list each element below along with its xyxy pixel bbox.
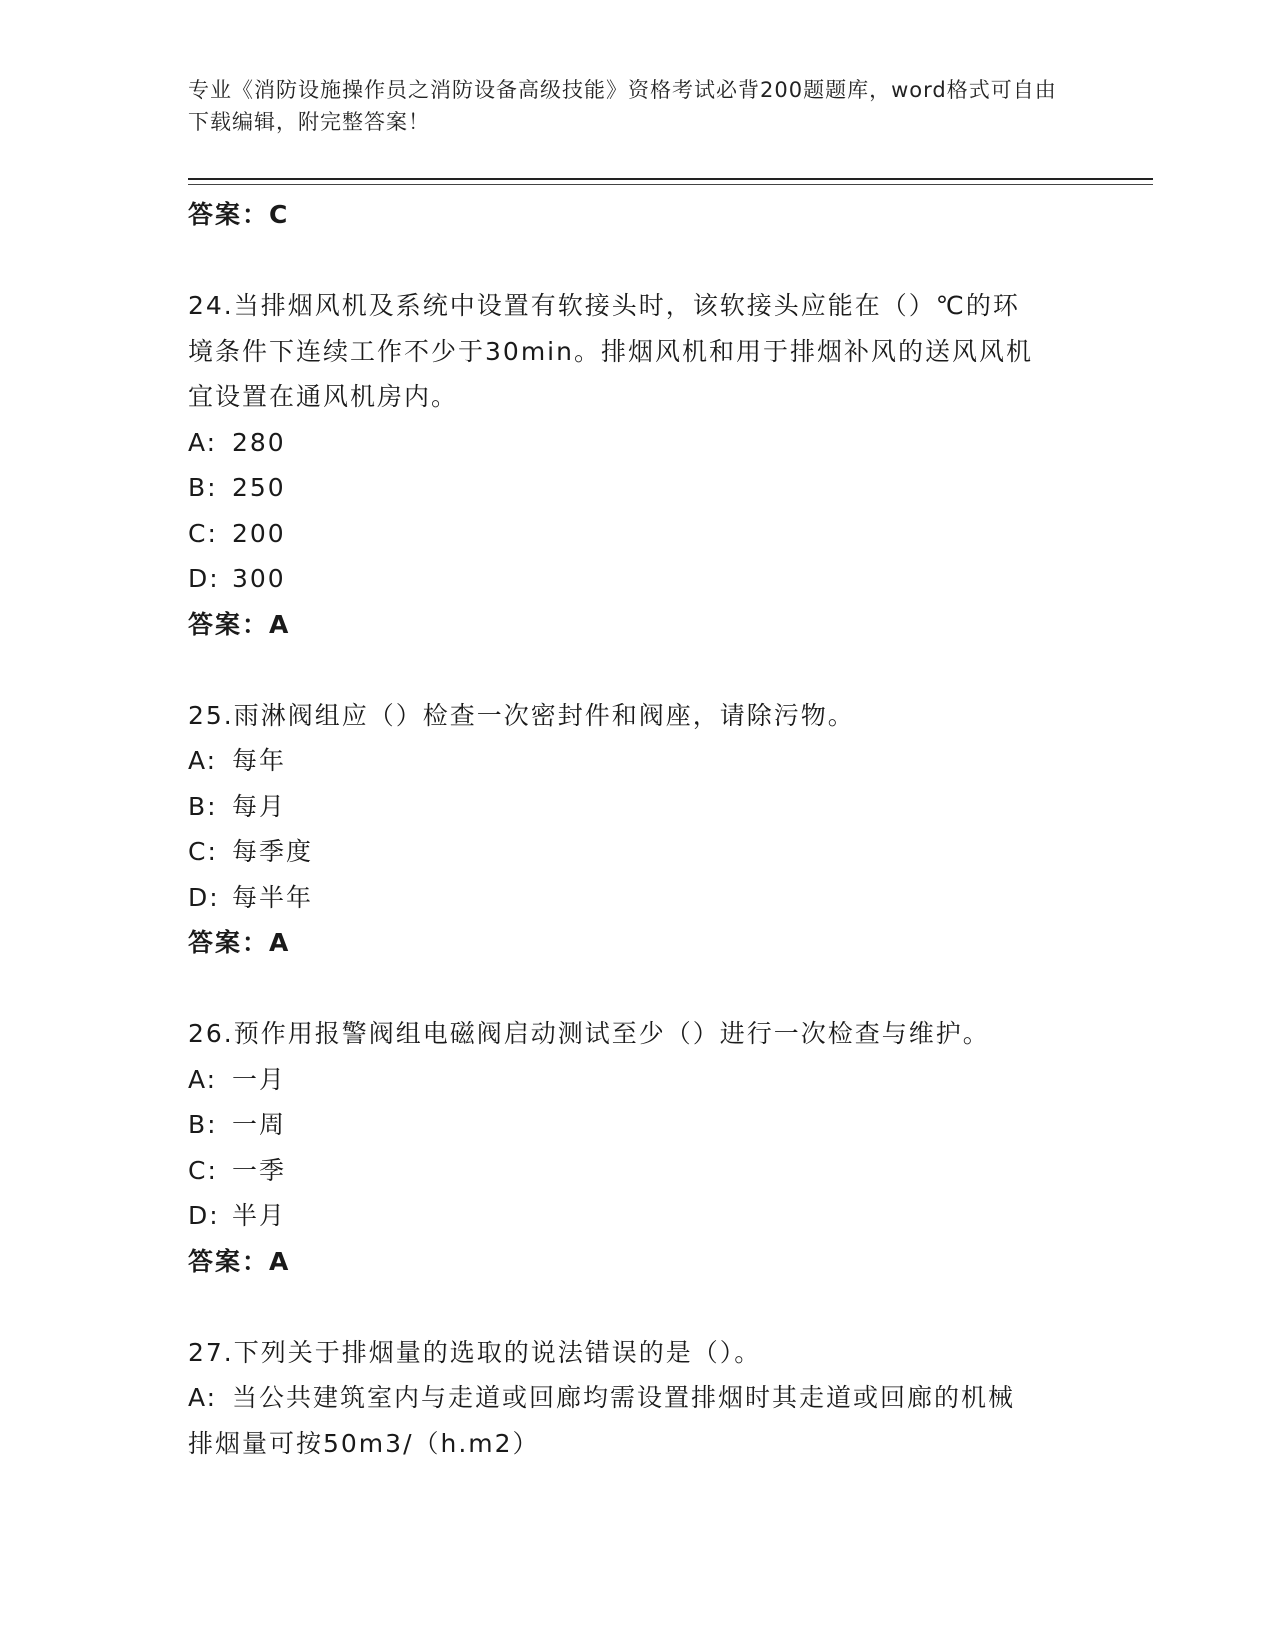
option-label: C: xyxy=(188,1155,218,1185)
option-a xyxy=(188,1375,1088,1421)
option-text: 一季 xyxy=(232,1155,287,1185)
option-label: A: xyxy=(188,427,218,457)
option-c xyxy=(188,1148,1088,1194)
option-a xyxy=(188,420,1088,466)
question-text: 预作用报警阀组电磁阀启动测试至少（）进行一次检查与维护。 xyxy=(233,1019,990,1048)
option-text: 每半年 xyxy=(232,882,314,912)
question-text-line xyxy=(188,283,1088,329)
question-text-line: 宜设置在通风机房内。 xyxy=(188,382,459,411)
option-label: D: xyxy=(188,1201,220,1230)
option-a xyxy=(188,738,1088,784)
spacer xyxy=(188,966,1088,1012)
question-25 xyxy=(188,693,1088,966)
option-d xyxy=(188,1193,1088,1239)
option-text: 250 xyxy=(232,473,286,502)
option-text: 一月 xyxy=(232,1064,287,1094)
question-text-line xyxy=(188,1330,1088,1376)
question-text-line xyxy=(188,1011,1088,1057)
question-text: 雨淋阀组应（）检查一次密封件和阀座，请除污物。 xyxy=(233,700,855,730)
option-d xyxy=(188,556,1088,602)
option-text: 200 xyxy=(232,518,286,548)
option-b xyxy=(188,784,1088,830)
spacer xyxy=(188,1284,1088,1330)
option-text: 当公共建筑室内与走道或回廊均需设置排烟时其走道或回廊的机械 xyxy=(232,1383,1016,1412)
question-text-line: 境条件下连续工作不少于30min。排烟风机和用于排烟补风的送风风机 xyxy=(188,336,1033,366)
option-text: 280 xyxy=(232,427,286,457)
option-label: D: xyxy=(188,882,220,912)
header-divider-thick xyxy=(188,178,1153,180)
option-text: 每月 xyxy=(232,791,287,821)
option-text: 一周 xyxy=(232,1110,287,1139)
question-text: 当排烟风机及系统中设置有软接头时，该软接头应能在（）℃的环 xyxy=(233,291,1020,320)
option-text: 半月 xyxy=(232,1201,287,1230)
option-text: 每季度 xyxy=(232,837,314,866)
question-list xyxy=(188,192,1088,1466)
option-label: B: xyxy=(188,1110,218,1139)
header-divider-thin xyxy=(188,184,1153,185)
option-label: D: xyxy=(188,564,220,593)
option-label: C: xyxy=(188,518,218,548)
option-label: B: xyxy=(188,473,218,502)
question-27 xyxy=(188,1330,1088,1467)
answer-line: 答案：C xyxy=(188,200,290,229)
option-label: C: xyxy=(188,837,218,866)
option-d xyxy=(188,875,1088,921)
question-24 xyxy=(188,283,1088,647)
answer-line: 答案：A xyxy=(188,928,291,957)
question-number: 24. xyxy=(188,291,234,320)
question-number: 25. xyxy=(188,700,234,730)
question-text-line xyxy=(188,693,1088,739)
option-a xyxy=(188,1057,1088,1103)
option-label: A: xyxy=(188,1064,218,1094)
option-a-continuation: 排烟量可按50m3/（h.m2） xyxy=(188,1428,540,1458)
option-c xyxy=(188,829,1088,875)
answer-line: 答案：A xyxy=(188,609,291,639)
option-label: A: xyxy=(188,1383,218,1412)
option-text: 300 xyxy=(232,564,286,593)
document-header: 专业《消防设施操作员之消防设备高级技能》资格考试必背200题题库，word格式可自由下载编辑，附完整答案！ xyxy=(188,78,1057,134)
spacer xyxy=(188,238,1088,284)
option-c xyxy=(188,511,1088,557)
question-number: 26. xyxy=(188,1019,234,1048)
answer-line: 答案：A xyxy=(188,1246,291,1276)
option-b xyxy=(188,1102,1088,1148)
option-text: 每年 xyxy=(232,746,287,775)
question-text: 下列关于排烟量的选取的说法错误的是（）。 xyxy=(233,1337,762,1367)
question-number: 27. xyxy=(188,1337,234,1367)
option-b xyxy=(188,465,1088,511)
question-26 xyxy=(188,1011,1088,1284)
option-label: B: xyxy=(188,791,218,821)
spacer xyxy=(188,647,1088,693)
option-label: A: xyxy=(188,746,218,775)
